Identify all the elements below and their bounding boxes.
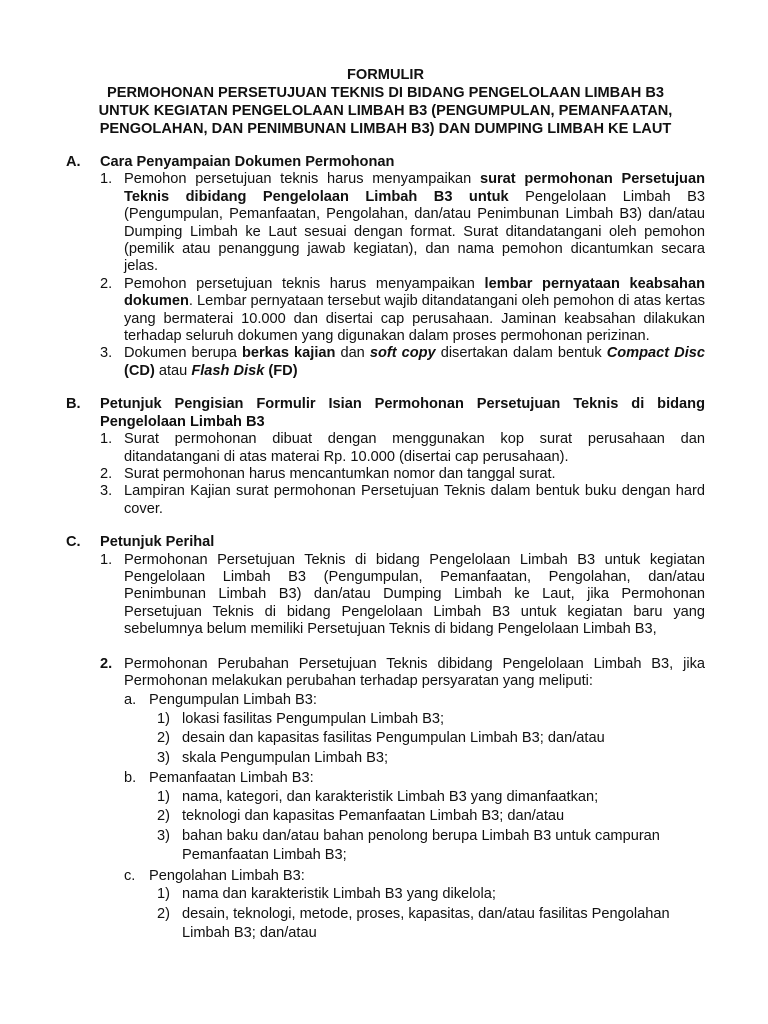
point-text: lokasi fasilitas Pengumpulan Limbah B3; bbox=[182, 710, 445, 727]
sub-letter: b. bbox=[124, 770, 137, 787]
sub-item bbox=[66, 770, 705, 787]
point-number: 2) bbox=[157, 905, 170, 922]
point-text: skala Pengumpulan Limbah B3; bbox=[182, 749, 389, 766]
item-text: Pemohon persetujuan teknis harus menyampaikan surat permohonan Persetujuan Teknis dibidang Pengelolaan Limbah B3 untuk Pengelolaan Limbah B3 (Pengumpulan, Pemanfaatan, Pengolahan, dan/atau Penimbunan Limbah B3) dan/atau Dumping Limbah ke Laut sesuai dengan format. Surat ditandatangani oleh pemohon (pemilik atau penanggung jawab kegiatan), dan nama pemohon dicantumkan secara jelas. bbox=[124, 171, 706, 275]
sub-point bbox=[66, 729, 705, 749]
list-item bbox=[66, 552, 705, 639]
sub-letter: c. bbox=[124, 867, 136, 884]
sub-title: Pemanfaatan Limbah B3: bbox=[149, 770, 314, 787]
section-title: Petunjuk Perihal bbox=[100, 534, 215, 551]
point-text: nama, kategori, dan karakteristik Limbah B3 yang dimanfaatkan; bbox=[182, 788, 599, 805]
point-number: 2) bbox=[157, 730, 170, 747]
sub-item bbox=[66, 692, 705, 709]
item-number: 2. bbox=[100, 275, 113, 292]
item-number: 2. bbox=[100, 655, 113, 672]
item-number: 1. bbox=[100, 171, 113, 188]
sub-letter: a. bbox=[124, 692, 137, 709]
item-text: Surat permohonan dibuat dengan menggunakan kop surat perusahaan dan ditandatangani di atas materai Rp. 10.000 (disertai cap perusahaan). bbox=[124, 431, 705, 465]
section-b-heading bbox=[66, 396, 705, 431]
sub-point bbox=[66, 885, 705, 905]
section-c bbox=[66, 534, 705, 943]
document-title bbox=[66, 66, 705, 138]
point-text: desain, teknologi, metode, proses, kapasitas, dan/atau fasilitas Pengolahan Limbah B3; dan/atau bbox=[182, 905, 670, 942]
section-letter: C. bbox=[66, 534, 81, 551]
section-c-heading bbox=[66, 534, 705, 551]
title-line-2: PERMOHONAN PERSETUJUAN TEKNIS DI BIDANG PENGELOLAAN LIMBAH B3 bbox=[106, 85, 665, 101]
section-letter: A. bbox=[66, 154, 81, 170]
item-number: 1. bbox=[100, 551, 113, 568]
point-number: 3) bbox=[157, 749, 170, 766]
sub-point bbox=[66, 827, 705, 866]
sub-point bbox=[66, 788, 705, 808]
point-number: 3) bbox=[157, 827, 170, 844]
title-line-1: FORMULIR bbox=[346, 67, 424, 83]
list-item bbox=[66, 483, 705, 518]
point-number: 1) bbox=[157, 710, 170, 727]
point-text: bahan baku dan/atau bahan penolong berupa Limbah B3 untuk campuran Pemanfaatan Limbah B3; bbox=[182, 827, 660, 864]
sub-point bbox=[66, 710, 705, 730]
point-number: 1) bbox=[157, 788, 170, 805]
sub-point bbox=[66, 807, 705, 827]
sub-point bbox=[66, 905, 705, 944]
item-text: Permohonan Perubahan Persetujuan Teknis dibidang Pengelolaan Limbah B3, jika Permohonan melakukan perubahan terhadap persyaratan yang meliputi: bbox=[124, 655, 705, 689]
sub-title: Pengolahan Limbah B3: bbox=[149, 867, 305, 884]
item-number: 3. bbox=[100, 483, 113, 500]
title-line-3: UNTUK KEGIATAN PENGELOLAAN LIMBAH B3 (PENGUMPULAN, PEMANFAATAN, bbox=[98, 103, 673, 119]
section-title: Cara Penyampaian Dokumen Permohonan bbox=[100, 154, 395, 170]
item-text: Pemohon persetujuan teknis harus menyampaikan lembar pernyataan keabsahan dokumen. Lembar pernyataan tersebut wajib ditandatangani oleh pemohon di atas kertas yang bermaterai 10.000 dan disertai cap perusahaan. Jaminan keabsahan dilakukan terhadap seluruh dokumen yang digunakan dalam proses permohonan perizinan. bbox=[124, 275, 705, 345]
section-letter: B. bbox=[66, 396, 81, 413]
title-line-4: PENGOLAHAN, DAN PENIMBUNAN LIMBAH B3) DAN DUMPING LIMBAH KE LAUT bbox=[99, 121, 672, 137]
list-item bbox=[66, 345, 705, 380]
section-b bbox=[66, 396, 705, 518]
item-text: Surat permohonan harus mencantumkan nomor dan tanggal surat. bbox=[124, 465, 556, 482]
point-text: nama dan karakteristik Limbah B3 yang dikelola; bbox=[182, 886, 496, 903]
section-a-heading bbox=[66, 154, 705, 171]
list-item bbox=[66, 171, 705, 275]
item-text: Lampiran Kajian surat permohonan Persetujuan Teknis dalam bentuk buku dengan hard cover. bbox=[124, 483, 705, 517]
list-item bbox=[66, 276, 705, 346]
item-number: 3. bbox=[100, 345, 113, 362]
point-number: 2) bbox=[157, 808, 170, 825]
list-item bbox=[66, 431, 705, 466]
point-number: 1) bbox=[157, 886, 170, 903]
item-text: Dokumen berupa berkas kajian dan soft copy disertakan dalam bentuk Compact Disc (CD) atau Flash Disk (FD) bbox=[124, 345, 705, 379]
section-title: Petunjuk Pengisian Formulir Isian Permohonan Persetujuan Teknis di bidang Pengelolaan Limbah B3 bbox=[100, 396, 705, 430]
point-text: teknologi dan kapasitas Pemanfaatan Limbah B3; dan/atau bbox=[182, 808, 565, 825]
section-a bbox=[66, 154, 705, 380]
list-item bbox=[66, 656, 705, 691]
sub-item bbox=[66, 868, 705, 885]
sub-point bbox=[66, 749, 705, 769]
sub-title: Pengumpulan Limbah B3: bbox=[149, 692, 317, 709]
list-item bbox=[66, 466, 705, 483]
item-number: 1. bbox=[100, 431, 113, 448]
item-text: Permohonan Persetujuan Teknis di bidang Pengelolaan Limbah B3 untuk kegiatan Pengelolaan Limbah B3 (Pengumpulan, Pemanfaatan, Pengolahan, dan/atau Penimbunan Limbah B3) dan/atau Dumping Limbah ke Laut, jika Permohonan Persetujuan Teknis di bidang Pengelolaan Limbah B3 untuk kegiatan baru yang sebelumnya belum memiliki Persetujuan Teknis di bidang Pengelolaan Limbah B3, bbox=[124, 551, 705, 638]
point-text: desain dan kapasitas fasilitas Pengumpulan Limbah B3; dan/atau bbox=[182, 730, 605, 747]
item-number: 2. bbox=[100, 465, 113, 482]
